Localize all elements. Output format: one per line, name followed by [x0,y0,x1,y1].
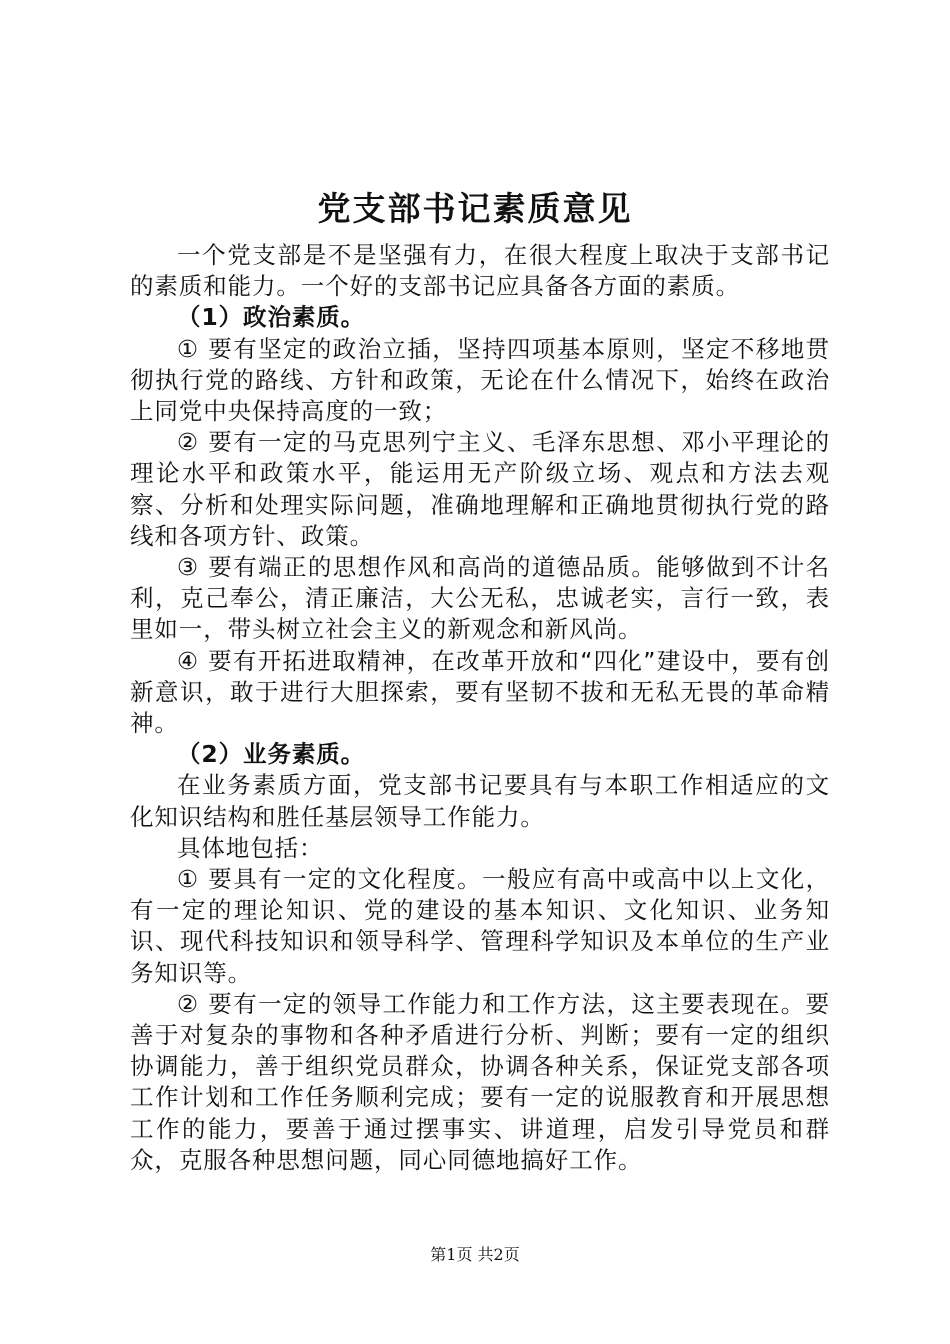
document-title: 党支部书记素质意见 [317,189,633,228]
political-item-1: ① 要有坚定的政治立插，坚持四项基本原则，坚定不移地贯彻执行党的路线、方针和政策，无论在什么情况下，始终在政治上同党中央保持高度的一致； [130,334,830,426]
political-item-3: ③ 要有端正的思想作风和高尚的道德品质。能够做到不计名利，克己奉公，清正廉洁，大公无私，忠诚老实，言行一致，表里如一，带头树立社会主义的新观念和新风尚。 [130,553,830,644]
political-item-4: ④ 要有开拓进取精神，在改革开放和“四化”建设中，要有创新意识，敢于进行大胆探索，要有坚韧不拔和无私无畏的革命精神。 [130,646,830,738]
political-item-2: ② 要有一定的马克思列宁主义、毛泽东思想、邓小平理论的理论水平和政策水平，能运用无产阶级立场、观点和方法去观察、分析和处理实际问题，准确地理解和正确地贯彻执行党的路线和各项方针、政策。 [130,428,830,550]
section-heading-business: （2）业务素质。 [177,740,366,769]
business-intro-paragraph: 在业务素质方面，党支部书记要具有与本职工作相适应的文化知识结构和胜任基层领导工作能力。 [130,771,830,831]
business-item-1: ① 要具有一定的文化程度。一般应有高中或高中以上文化，有一定的理论知识、党的建设的基本知识、文化知识、业务知识、现代科技知识和领导科学、管理科学知识及本单位的生产业务知识等。 [130,865,830,987]
intro-paragraph: 一个党支部是不是坚强有力，在很大程度上取决于支部书记的素质和能力。一个好的支部书记应具备各方面的素质。 [130,241,830,301]
section-heading-political: （1）政治素质。 [177,303,366,332]
document-body [130,240,830,1176]
page-footer: 第1页 共2页 [430,1245,520,1264]
business-item-2: ② 要有一定的领导工作能力和工作方法，这主要表现在。要善于对复杂的事物和各种矛盾进行分析、判断；要有一定的组织协调能力，善于组织党员群众，协调各种关系，保证党支部各项工作计划和工作任务顺利完成；要有一定的说服教育和开展思想工作的能力，要善于通过摆事实、讲道理，启发引导党员和群众，克服各种思想问题，同心同德地搞好工作。 [130,989,830,1174]
business-lead-in: 具体地包括： [177,833,324,862]
